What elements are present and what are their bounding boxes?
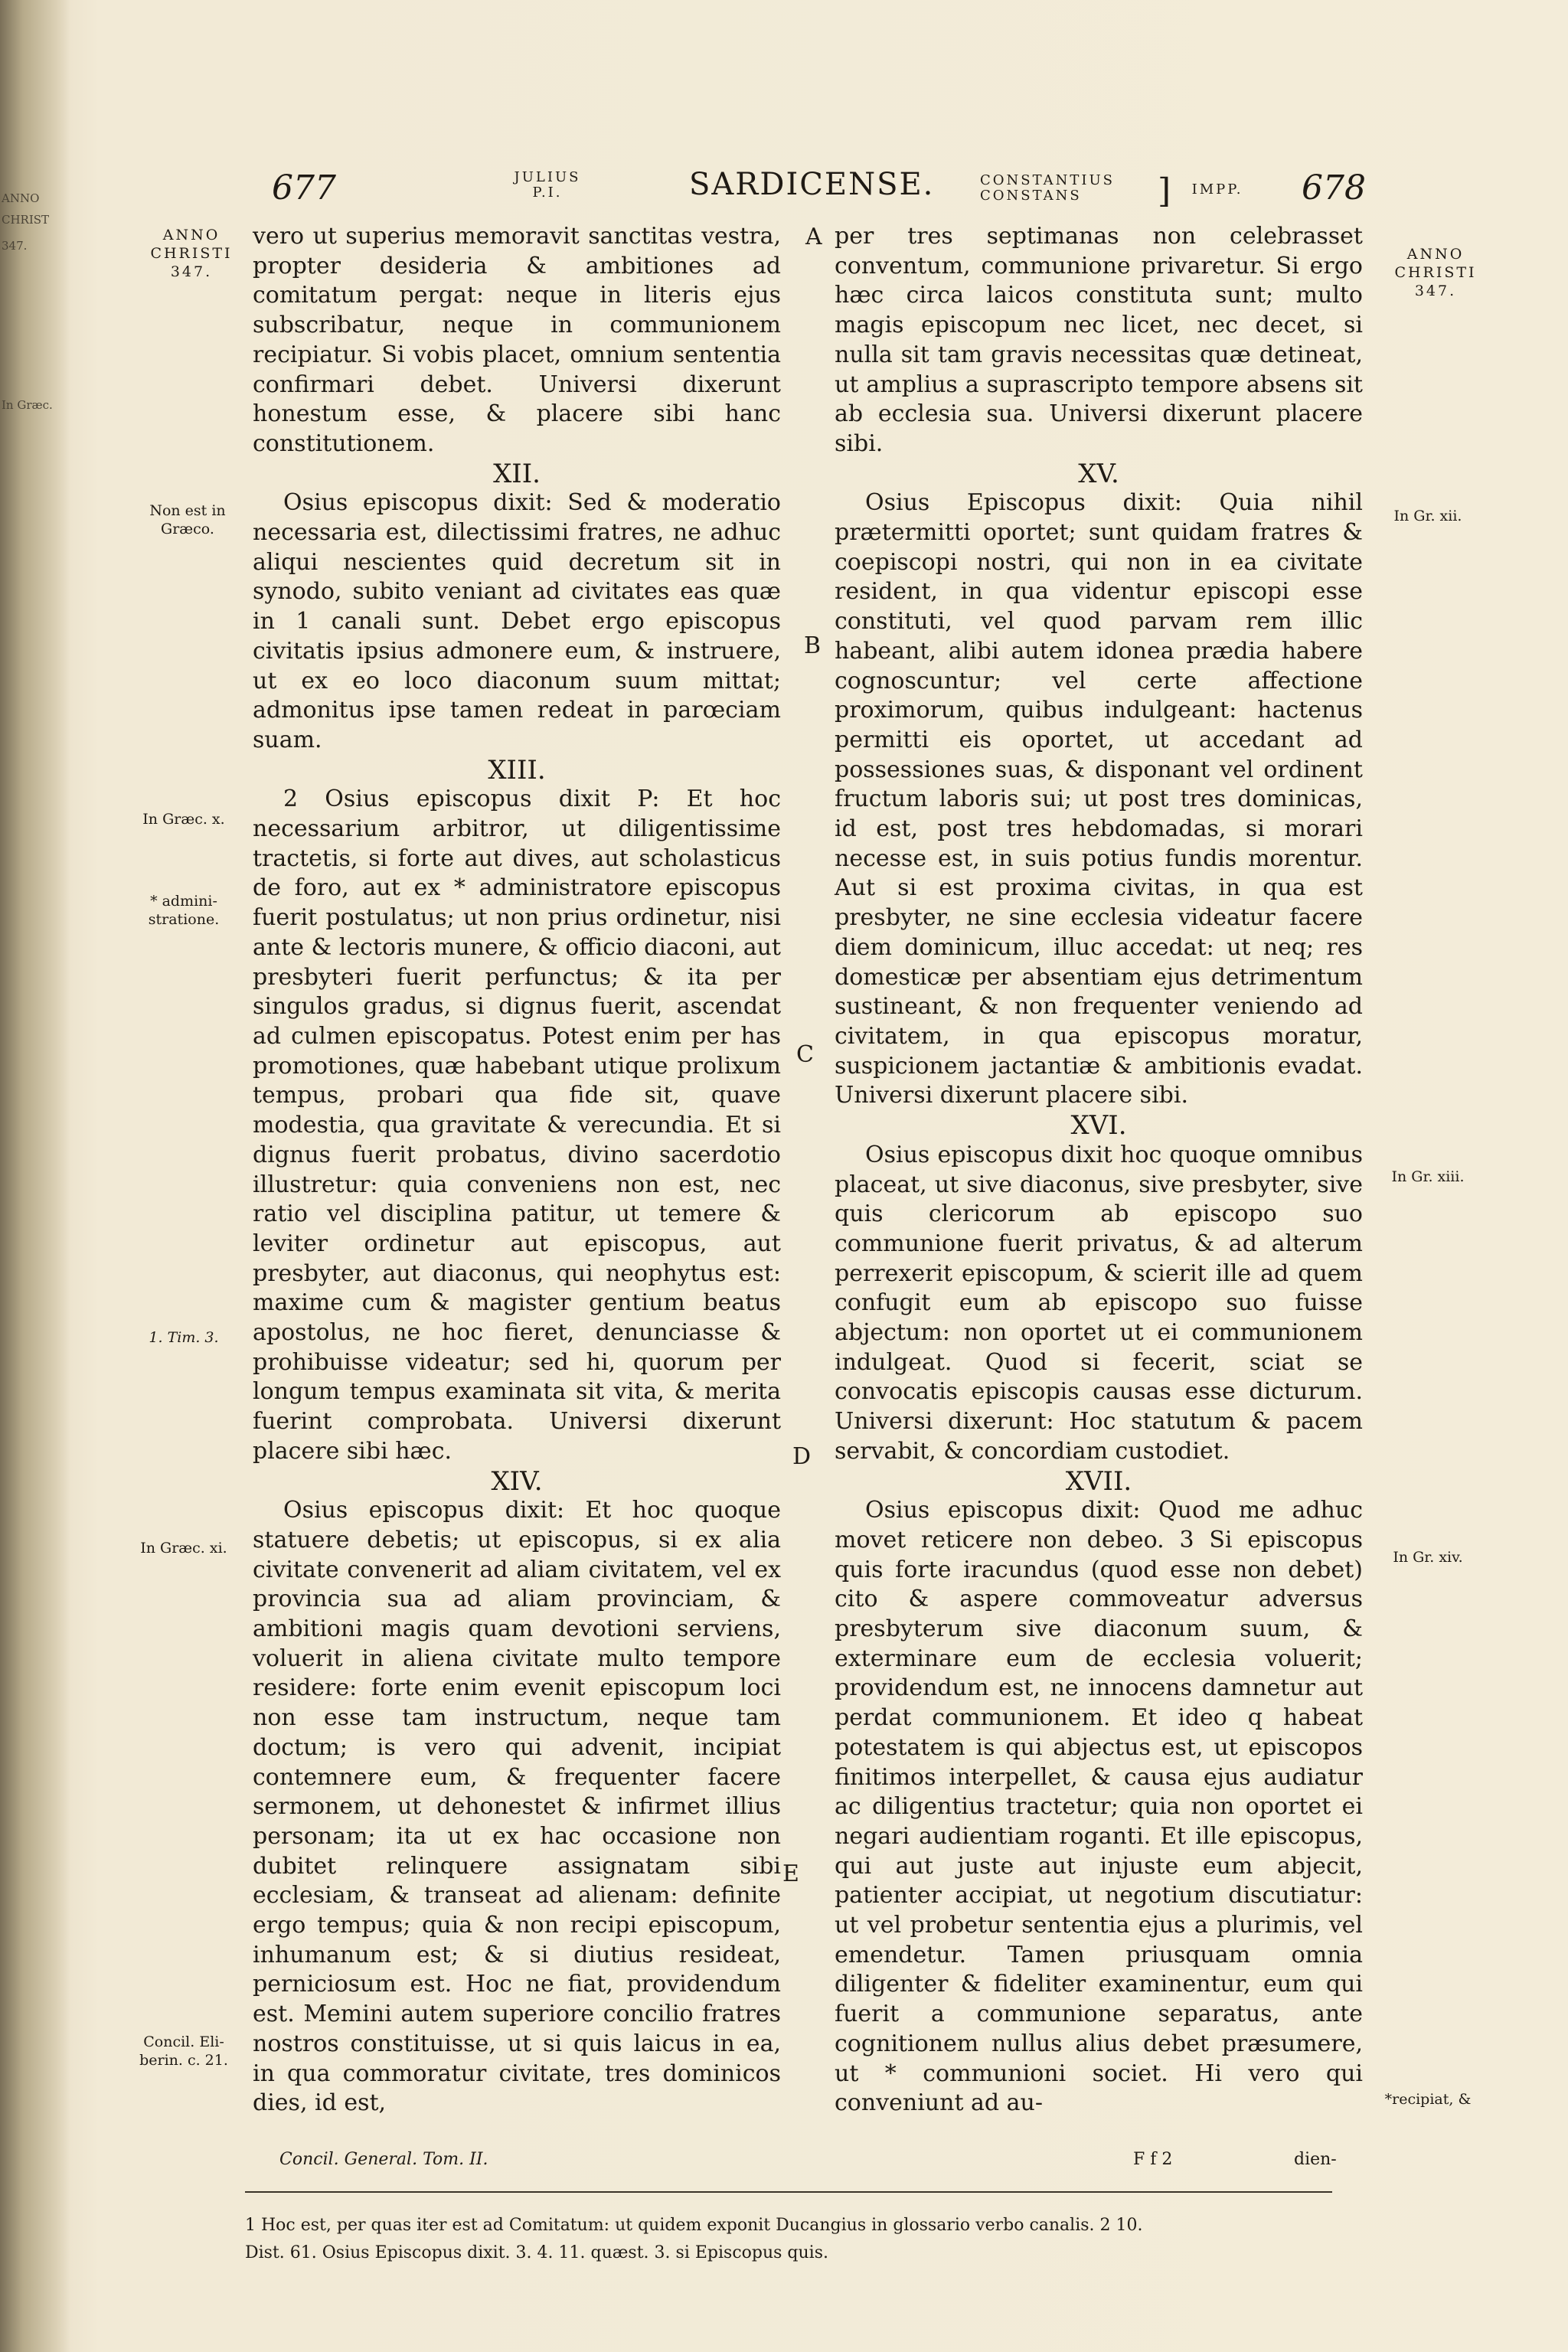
margin-anno-left: ANNO CHRISTI 347. <box>150 227 233 280</box>
header-julius: JULIUS P.I. <box>514 169 581 201</box>
section-heading: XV. <box>1078 458 1119 489</box>
section-letter-d: D <box>792 1443 812 1470</box>
margin-non-est: Non est in Græco. <box>149 502 226 537</box>
header-emperors: CONSTANTIUS CONSTANS <box>980 172 1115 204</box>
left-column <box>253 222 781 2118</box>
section-letter-a: A <box>805 224 822 250</box>
margin-in-graec-x: In Græc. x. <box>142 811 225 828</box>
margin-administratione: * admini- stratione. <box>148 893 220 928</box>
section-heading: XII. <box>493 458 541 489</box>
paragraph: Osius episcopus dixit: Quod me adhuc movet reticere non debeo. 3 Si episcopus quis forte iracundus (quod esse non debet) cito & aspere commoveatur adversus presbyterum sive diaconum suum, & exterminare eum de ecclesia voluerit; providendum est, ne innocens damnetur aut perdat communionem. Et ideo q habeat potestatem is qui abjectus est, ut episcopos finitimos interpellet, & causa ejus audiatur ac diligentius tractetur; quia non oportet ei negari audientiam roganti. Et ille episcopus, qui aut juste aut injuste eum abjecit, patienter accipiat, ut negotium discutiatur: ut vel probetur sententia ejus a plurimis, vel emendetur. Tamen priusquam omnia diligenter & fideliter examinentur, eum qui fuerit a communione separatus, ante cognitionem nullus alius debet præsumere, ut * communioni societ. Hi vero qui conveniunt ad au- <box>835 1497 1363 2117</box>
section-heading: XIV. <box>491 1465 543 1497</box>
section-letter-c: C <box>796 1041 814 1068</box>
paragraph: Osius Episcopus dixit: Quia nihil prætermitti oportet; sunt quidam fratres & coepiscopi nostri, qui non in ea civitate resident, in qua videntur episcopi esse constituti, vel quod parvam rem illic habeant, alibi autem idonea prædia habere cognoscuntur; vel certe affectione proximorum, quibus indulgeant: hactenus permitti eis oportet, ut accedant ad possessiones suas, & disponant vel ordinent fructum laboris sui; ut post tres dominicas, id est, post tres hebdomadas, si morari necesse est, in suis potius fundis morentur. Aut si est proxima civitas, in qua est presbyter, ne sine ecclesia videatur facere diem dominicum, illuc accedat: ut neq; res domesticæ per absentiam ejus detrimentum sustineant, & non frequenter veniendo ad civitatem, in qua episcopus moratur, suspicionem jactantiæ & ambitionis evadat. Universi dixerunt placere sibi. <box>835 489 1363 1109</box>
header-impp: IMPP. <box>1191 181 1243 198</box>
header-bracket: ] <box>1158 172 1171 211</box>
paragraph: Osius episcopus dixit: Et hoc quoque statuere debetis; ut episcopus, si ex alia civitate convenerit ad aliam civitatem, vel ex provincia sua ad aliam provinciam, & ambitioni magis quam devotioni serviens, voluerit in aliena civitate multo tempore residere: forte enim evenit episcopum loci non esse tam instructum, neque tam doctum; is vero qui advenit, incipiat contemnere eum, & frequenter facere sermonem, ut dehonestet & infirmet illius personam; ita ut ex hac occasione non dubitet relinquere assignatam sibi ecclesiam, & transeat ad alienam: definite ergo tempus; quia & non recipi episcopum, inhumanum est; & si diutius resideat, perniciosum est. Hoc ne fiat, providendum est. Memini autem superiore concilio fratres nostros constituisse, ut si quis laicus in ea, in qua commoratur civitate, tres dominicos dies, id est, <box>253 1497 781 2117</box>
margin-recipiat: *recipiat, & <box>1384 2091 1472 2108</box>
section-letter-b: B <box>804 632 822 659</box>
right-column <box>835 222 1363 2118</box>
margin-concil-eliberin: Concil. Eli- berin. c. 21. <box>139 2034 228 2069</box>
footnote-line-1: 1 Hoc est, per quas iter est ad Comitatum: ut quidem exponit Ducangius in glossario verbo canalis. 2 10. <box>245 2216 1143 2235</box>
section-heading: XVII. <box>1065 1465 1132 1497</box>
paragraph: Osius episcopus dixit hoc quoque omnibus placeat, ut sive diaconus, sive presbyter, sive quis clericorum ab episcopo suo communione fuerit privatus, & ad alterum perrexerit episcopum, & scierit ille ad quem confugit eum ab episcopo suo fuisse abjectum: non oportet ut ei communionem indulgeat. Quod si fecerit, sciat se convocatis episcopis causas esse dicturum. Universi dixerunt: Hoc statutum & pacem servabit, & concordiam custodiet. <box>835 1141 1363 1465</box>
margin-in-gr-xii: In Gr. xii. <box>1393 508 1462 524</box>
section-heading: XIII. <box>488 754 546 786</box>
paragraph: 2 Osius episcopus dixit P: Et hoc necessarium arbitror, ut diligentissime tractetis, si forte aut dives, aut scholasticus de foro, aut ex * administratore episcopus fuerit postulatus; ut non prius ordinetur, nisi ante & lectoris munere, & officio diaconi, aut presbyteri fuerit perfunctus; & ita per singulos gradus, si dignus fuerit, ascendat ad culmen episcopatus. Potest enim per has promotiones, quæ habebant utique prolixum tempus, probari qua fide sit, quave modestia, qua gravitate & verecundia. Et si dignus fuerit probatus, divino sacerdotio illustretur: quia conveniens non est, nec ratio vel disciplina patitur, ut temere & leviter ordinetur aut episcopus, aut presbyter, aut diaconus, qui neophytus est: maxime cum & magister gentium beatus apostolus, ne hoc fieret, denunciasse & prohibuisse videatur; sed hi, quorum per longum tempus examinata sit vita, & merita fuerint comprobata. Universi dixerunt placere sibi hæc. <box>253 786 781 1465</box>
footer-concil: Concil. General. Tom. II. <box>279 2150 488 2169</box>
margin-anno-right: ANNO CHRISTI 347. <box>1394 246 1477 299</box>
margin-in-gr-xiii: In Gr. xiii. <box>1391 1168 1465 1185</box>
paragraph: Osius episcopus dixit: Sed & moderatio necessaria est, dilectissimi fratres, ne adhuc aliqui nescientes quid decretum sit in synodo, subito veniant ad civitates eas quæ in 1 canali sunt. Debet ergo episcopus civitatis ipsius admonere eum, & instruere, ut ex eo loco diaconum suum mittat; admonitus ipse tamen redeat in parœciam suam. <box>253 489 781 753</box>
page-number-left: 677 <box>272 168 336 207</box>
previous-page-edge: ANNO CHRIST 347. In Græc. <box>0 0 70 2352</box>
footnote-line-2: Dist. 61. Osius Episcopus dixit. 3. 4. 11. quæst. 3. si Episcopus quis. <box>245 2243 828 2262</box>
footer-catchword: dien- <box>1294 2150 1337 2169</box>
section-letter-e: E <box>782 1860 799 1887</box>
paragraph: per tres septimanas non celebrasset conventum, communione privaretur. Si ergo hæc circa laicos constituta sunt; multo magis episcopum nec licet, nec decet, si nulla sit tam gravis necessitas quæ detineat, ut amplius a suprascripto tempore absens sit ab ecclesia sua. Universi dixerunt placere sibi. <box>835 223 1363 457</box>
margin-tim: 1. Tim. 3. <box>149 1329 219 1346</box>
page-number-right: 678 <box>1302 168 1366 207</box>
section-heading: XVI. <box>1070 1110 1127 1142</box>
margin-in-gr-xiv: In Gr. xiv. <box>1393 1549 1463 1566</box>
footnote-rule <box>245 2191 1332 2193</box>
footer-signature: F f 2 <box>1133 2150 1173 2169</box>
margin-in-graec-xi: In Græc. xi. <box>140 1540 227 1557</box>
header-title: SARDICENSE. <box>689 167 935 202</box>
paragraph: vero ut superius memoravit sanctitas vestra, propter desideria & ambitiones ad comitatum pergat: neque in literis ejus subscribatur, neque in communionem recipiatur. Si vobis placet, omnium sententia confirmari debet. Universi dixerunt honestum esse, & placere sibi hanc constitutionem. <box>253 223 781 457</box>
